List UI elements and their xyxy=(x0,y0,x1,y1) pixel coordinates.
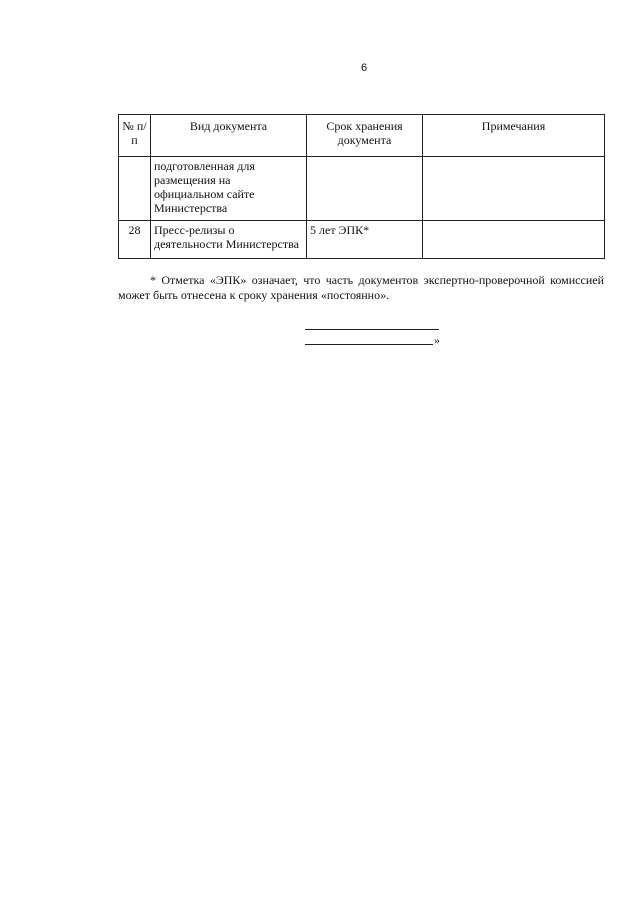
header-document-type: Вид документа xyxy=(151,115,307,157)
cell-number xyxy=(119,157,151,221)
cell-notes xyxy=(423,221,605,259)
header-notes: Примечания xyxy=(423,115,605,157)
header-number: № п/п xyxy=(119,115,151,157)
cell-storage-period xyxy=(307,157,423,221)
signature-line xyxy=(305,344,433,345)
table-row xyxy=(119,221,605,259)
footnote: * Отметка «ЭПК» означает, что часть документов экспертно-проверочной комиссией может быть отнесена к сроку хранения «постоянно». xyxy=(118,273,604,302)
cell-number: 28 xyxy=(119,221,151,259)
cell-document-type: Пресс-релизы о деятельности Министерства xyxy=(151,221,307,259)
cell-storage-period: 5 лет ЭПК* xyxy=(307,221,423,259)
document-retention-table xyxy=(118,114,605,259)
table-header-row xyxy=(119,115,605,157)
cell-notes xyxy=(423,157,605,221)
closing-quote: » xyxy=(434,333,440,347)
header-storage-period: Срок хранения документа xyxy=(307,115,423,157)
page-number: 6 xyxy=(360,62,368,74)
signature-line xyxy=(305,329,439,330)
cell-document-type: подготовленная для размещения на официальном сайте Министерства xyxy=(151,157,307,221)
table-row xyxy=(119,157,605,221)
